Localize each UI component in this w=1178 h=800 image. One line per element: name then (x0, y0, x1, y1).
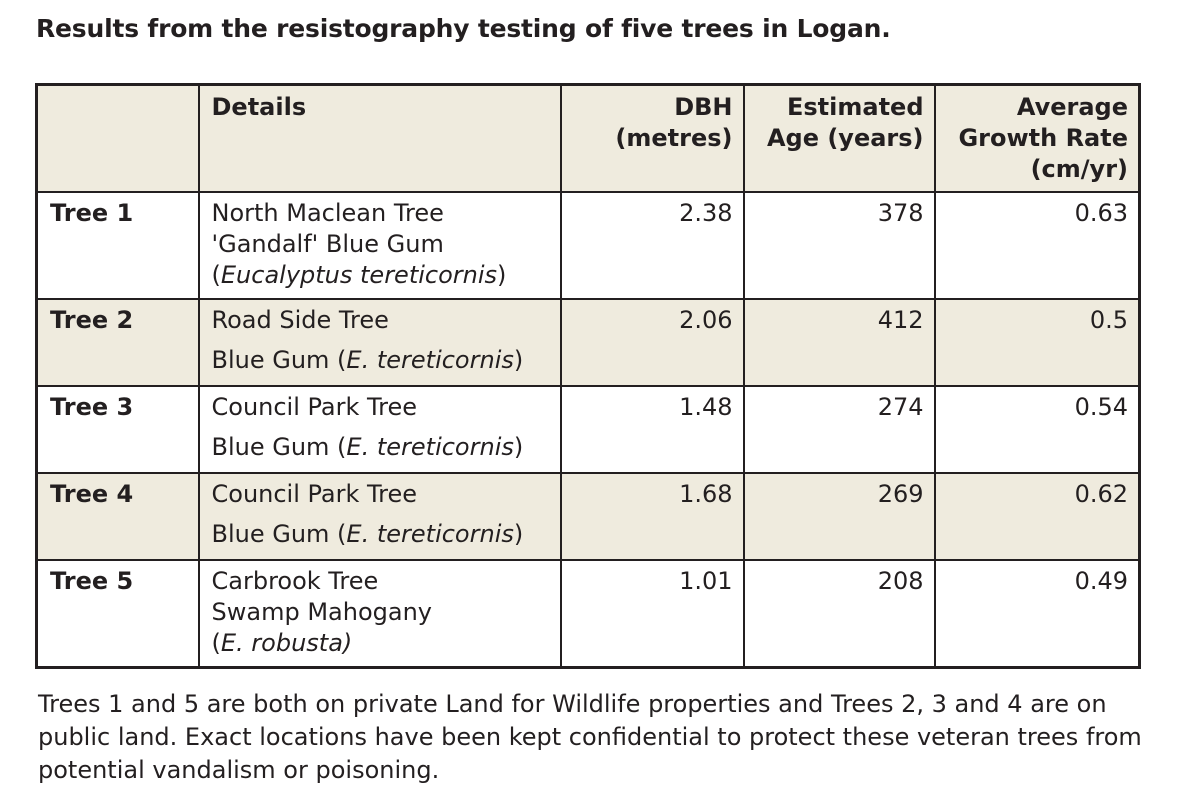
tree-label: Tree 3 (37, 386, 199, 473)
dbh-value: 1.01 (561, 560, 744, 668)
details-line3 (212, 260, 550, 291)
details-line1: Council Park Tree (211, 393, 418, 421)
header-growth-line1: Average (1016, 93, 1128, 121)
header-growth (935, 85, 1140, 193)
species-name: Eucalyptus tereticornis (220, 261, 498, 289)
header-details-label: Details (211, 93, 307, 121)
footnote: Trees 1 and 5 are both on private Land for Wildlife properties and Trees 2, 3 and 4 are on public land. Exact locations have been kept confidential to protect these veteran trees from potential vandalism or poisoning. (38, 690, 1142, 784)
details-line2-prefix: Blue Gum ( (211, 433, 347, 461)
tree-details (199, 386, 561, 473)
growth-value: 0.5 (935, 299, 1140, 386)
details-line1: North Maclean Tree (211, 199, 444, 227)
dbh-value: 1.68 (561, 473, 744, 560)
details-line2-suffix: ) (513, 433, 524, 461)
growth-value: 0.49 (935, 560, 1140, 668)
details-line2-prefix: Blue Gum ( (211, 346, 347, 374)
species-name: E. tereticornis (346, 346, 514, 374)
details-line3 (212, 628, 550, 659)
table-row (37, 386, 1140, 473)
details-line3-suffix: ) (497, 261, 507, 289)
dbh-value: 1.48 (561, 386, 744, 473)
species-name: E. robusta) (220, 629, 353, 657)
tree-label: Tree 5 (37, 560, 199, 668)
tree-details (199, 560, 561, 668)
details-line1: Carbrook Tree (211, 567, 379, 595)
table-title: Results from the resistography testing of five trees in Logan. (36, 14, 891, 43)
header-age-line2: Age (years) (766, 124, 924, 152)
results-table (35, 83, 1141, 669)
table-row (37, 473, 1140, 560)
growth-value: 0.54 (935, 386, 1140, 473)
header-age (744, 85, 935, 193)
age-value: 208 (744, 560, 935, 668)
growth-value: 0.62 (935, 473, 1140, 560)
dbh-value: 2.38 (561, 192, 744, 299)
details-line2: 'Gandalf' Blue Gum (211, 230, 444, 258)
header-age-line1: Estimated (786, 93, 924, 121)
tree-label: Tree 4 (37, 473, 199, 560)
header-dbh-line2: (metres) (615, 124, 733, 152)
header-details (199, 85, 561, 193)
tree-details (199, 299, 561, 386)
table-row (37, 560, 1140, 668)
details-line2-prefix: Blue Gum ( (211, 520, 347, 548)
header-dbh-line1: DBH (674, 93, 733, 121)
details-line2: Swamp Mahogany (211, 598, 432, 626)
details-line3-prefix: ( (211, 261, 221, 289)
age-value: 378 (744, 192, 935, 299)
tree-details (199, 192, 561, 299)
tree-label: Tree 1 (37, 192, 199, 299)
details-line1: Road Side Tree (211, 306, 389, 334)
details-line3-prefix: ( (211, 629, 221, 657)
details-line2 (212, 345, 550, 376)
details-line2-suffix: ) (513, 346, 524, 374)
details-line1: Council Park Tree (211, 480, 418, 508)
header-dbh (561, 85, 744, 193)
details-line2 (212, 432, 550, 463)
species-name: E. tereticornis (346, 433, 514, 461)
details-line2 (212, 519, 550, 550)
header-growth-line3: (cm/yr) (1030, 155, 1128, 183)
table-row (37, 192, 1140, 299)
tree-label: Tree 2 (37, 299, 199, 386)
tree-details (199, 473, 561, 560)
dbh-value: 2.06 (561, 299, 744, 386)
growth-value: 0.63 (935, 192, 1140, 299)
age-value: 274 (744, 386, 935, 473)
header-row (37, 85, 1140, 193)
table-row (37, 299, 1140, 386)
header-growth-line2: Growth Rate (958, 124, 1128, 152)
header-blank (37, 85, 199, 193)
species-name: E. tereticornis (346, 520, 514, 548)
details-line2-suffix: ) (513, 520, 524, 548)
age-value: 412 (744, 299, 935, 386)
age-value: 269 (744, 473, 935, 560)
